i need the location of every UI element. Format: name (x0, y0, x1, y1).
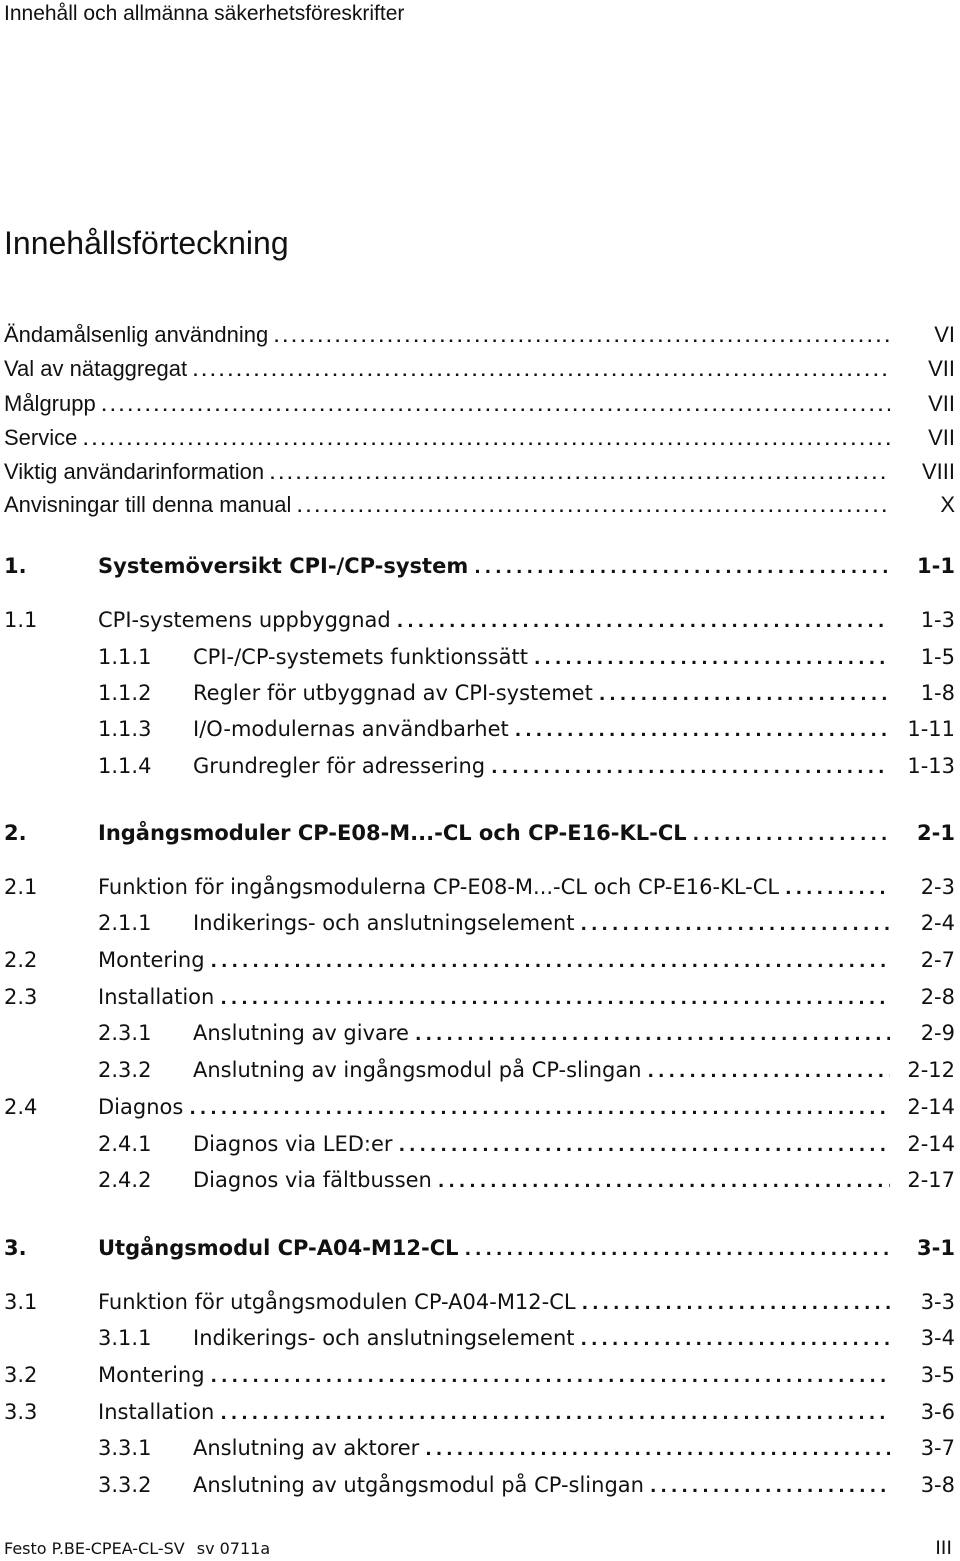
toc-entry-page: 3-3 (920, 1290, 955, 1314)
toc-front-matter-item[interactable] (0, 352, 960, 386)
footer-doc-id: Festo P.BE-CPEA-CL-SV (4, 1539, 185, 1558)
toc-front-matter-item[interactable] (0, 488, 960, 522)
toc-entry-label: Installation (98, 985, 215, 1009)
dot-leader (432, 1165, 890, 1199)
toc-subsection-entry[interactable] (0, 1053, 960, 1087)
dot-leader (214, 982, 890, 1016)
toc-entry-label: Diagnos (98, 1095, 184, 1119)
toc-entry-page: 3-5 (920, 1363, 955, 1387)
toc-entry-label: Funktion för utgångsmodulen CP-A04-M12-CL (98, 1290, 576, 1314)
toc-entry-number: 2.4.1 (98, 1132, 152, 1156)
dot-leader (264, 457, 890, 491)
dot-leader (291, 490, 890, 524)
toc-entry-page: 3-1 (917, 1236, 955, 1260)
toc-chapter-heading[interactable] (0, 1231, 960, 1265)
toc-entry-label: Installation (98, 1400, 215, 1424)
dot-leader (205, 945, 890, 979)
dot-leader (687, 818, 890, 852)
toc-entry-page: 2-8 (920, 985, 955, 1009)
toc-section-entry[interactable] (0, 1090, 960, 1124)
toc-entry-page: VII (928, 391, 955, 416)
toc-entry-number: 3.3.1 (98, 1436, 152, 1460)
dot-leader (642, 1055, 890, 1089)
toc-entry-page: VII (928, 425, 955, 450)
toc-entry-page: 2-3 (920, 875, 955, 899)
toc-entry-page: 2-4 (920, 911, 955, 935)
toc-entry-label: Indikerings- och anslutningselement (193, 911, 575, 935)
toc-front-matter-item[interactable] (0, 455, 960, 489)
toc-entry-label: Anslutning av ingångsmodul på CP-slingan (193, 1058, 642, 1082)
toc-entry-page: 3-4 (920, 1326, 955, 1350)
dot-leader (393, 1129, 890, 1163)
toc-entry-page: 3-6 (920, 1400, 955, 1424)
toc-entry-label: I/O-modulernas användbarhet (193, 717, 509, 741)
dot-leader (419, 1433, 890, 1467)
toc-front-matter-item[interactable] (0, 421, 960, 455)
toc-entry-page: 2-14 (907, 1095, 955, 1119)
toc-entry-page: VI (934, 322, 955, 347)
toc-entry-label: Anslutning av utgångsmodul på CP-slingan (193, 1473, 644, 1497)
toc-entry-page: 1-1 (917, 554, 955, 578)
toc-entry-label: Diagnos via LED:er (193, 1132, 393, 1156)
toc-chapter-heading[interactable] (0, 816, 960, 850)
toc-subsection-entry[interactable] (0, 640, 960, 674)
toc-subsection-entry[interactable] (0, 906, 960, 940)
toc-entry-number: 2.2 (4, 948, 38, 972)
toc-entry-number: 2.4 (4, 1095, 38, 1119)
toc-entry-label: Ändamålsenlig användning (4, 322, 269, 347)
toc-entry-number: 2.1.1 (98, 911, 152, 935)
toc-entry-label: Regler för utbyggnad av CPI-systemet (193, 681, 593, 705)
toc-entry-page: 1-13 (907, 754, 955, 778)
toc-entry-number: 2.3.1 (98, 1021, 152, 1045)
toc-entry-number: 2.3.2 (98, 1058, 152, 1082)
toc-entry-label: Ingångsmoduler CP-E08-M...-CL och CP-E16-KL-CL (98, 821, 687, 845)
toc-entry-number: 3.3.2 (98, 1473, 152, 1497)
toc-entry-page: 2-7 (920, 948, 955, 972)
dot-leader (391, 605, 890, 639)
toc-entry-number: 3.3 (4, 1400, 38, 1424)
toc-section-entry[interactable] (0, 870, 960, 904)
toc-entry-number: 2. (4, 821, 27, 845)
toc-entry-label: Utgångsmodul CP-A04-M12-CL (98, 1236, 459, 1260)
toc-entry-label: Service (4, 425, 78, 450)
toc-chapter-heading[interactable] (0, 549, 960, 583)
toc-entry-number: 3.1.1 (98, 1326, 152, 1350)
toc-entry-page: 3-7 (920, 1436, 955, 1460)
toc-entry-number: 3. (4, 1236, 27, 1260)
dot-leader (528, 642, 890, 676)
toc-entry-number: 2.1 (4, 875, 38, 899)
dot-leader (593, 678, 890, 712)
toc-title: Innehållsförteckning (4, 225, 289, 261)
toc-entry-number: 1.1.1 (98, 645, 152, 669)
toc-entry-label: Målgrupp (4, 391, 96, 416)
toc-entry-page: 2-1 (917, 821, 955, 845)
dot-leader (576, 1287, 890, 1321)
toc-entry-label: Diagnos via fältbussen (193, 1168, 432, 1192)
dot-leader (459, 1233, 890, 1267)
toc-entry-number: 3.1 (4, 1290, 38, 1314)
footer-page-number: III (935, 1537, 952, 1559)
dot-leader (644, 1470, 890, 1504)
toc-section-entry[interactable] (0, 980, 960, 1014)
dot-leader (214, 1397, 890, 1431)
toc-section-entry[interactable] (0, 1358, 960, 1392)
toc-front-matter-item[interactable] (0, 318, 960, 352)
toc-entry-label: Anslutning av givare (193, 1021, 409, 1045)
footer-left (4, 1538, 270, 1560)
toc-entry-label: Systemöversikt CPI-/CP-system (98, 554, 469, 578)
dot-leader (205, 1360, 890, 1394)
toc-subsection-entry[interactable] (0, 1163, 960, 1197)
toc-entry-page: X (940, 492, 955, 517)
toc-entry-page: 2-9 (920, 1021, 955, 1045)
toc-entry-label: CPI-/CP-systemets funktionssätt (193, 645, 528, 669)
toc-entry-label: Montering (98, 948, 205, 972)
dot-leader (77, 423, 890, 457)
toc-subsection-entry[interactable] (0, 676, 960, 710)
dot-leader (183, 1092, 890, 1126)
toc-entry-label: Anvisningar till denna manual (4, 492, 292, 517)
toc-entry-number: 2.3 (4, 985, 38, 1009)
toc-entry-label: Anslutning av aktorer (193, 1436, 420, 1460)
toc-entry-number: 1.1 (4, 608, 38, 632)
dot-leader (485, 751, 890, 785)
toc-subsection-entry[interactable] (0, 1468, 960, 1502)
toc-subsection-entry[interactable] (0, 1321, 960, 1355)
running-head: Innehåll och allmänna säkerhetsföreskrifter (4, 2, 405, 25)
toc-entry-label: Viktig användarinformation (4, 459, 265, 484)
toc-entry-number: 1. (4, 554, 27, 578)
toc-entry-number: 2.4.2 (98, 1168, 152, 1192)
toc-front-matter-item[interactable] (0, 387, 960, 421)
toc-entry-label: Montering (98, 1363, 205, 1387)
toc-section-entry[interactable] (0, 1395, 960, 1429)
dot-leader (575, 1323, 891, 1357)
toc-entry-number: 3.2 (4, 1363, 38, 1387)
toc-subsection-entry[interactable] (0, 1127, 960, 1161)
toc-entry-number: 1.1.4 (98, 754, 152, 778)
toc-entry-page: 2-14 (907, 1132, 955, 1156)
footer-version: sv 0711a (196, 1539, 271, 1558)
toc-entry-page: 1-8 (920, 681, 955, 705)
toc-subsection-entry[interactable] (0, 1016, 960, 1050)
toc-subsection-entry[interactable] (0, 1431, 960, 1465)
toc-entry-page: 2-12 (907, 1058, 955, 1082)
toc-entry-page: 3-8 (920, 1473, 955, 1497)
dot-leader (187, 354, 890, 388)
toc-entry-page: 2-17 (907, 1168, 955, 1192)
toc-entry-label: Grundregler för adressering (193, 754, 486, 778)
toc-section-entry[interactable] (0, 1285, 960, 1319)
dot-leader (96, 389, 890, 423)
toc-entry-label: CPI-systemens uppbyggnad (98, 608, 391, 632)
toc-subsection-entry[interactable] (0, 712, 960, 746)
toc-subsection-entry[interactable] (0, 749, 960, 783)
dot-leader (575, 908, 891, 942)
dot-leader (268, 320, 890, 354)
toc-entry-page: 1-3 (920, 608, 955, 632)
toc-entry-label: Indikerings- och anslutningselement (193, 1326, 575, 1350)
dot-leader (409, 1018, 890, 1052)
toc-entry-page: VIII (921, 459, 955, 484)
toc-entry-page: 1-5 (920, 645, 955, 669)
toc-entry-number: 1.1.2 (98, 681, 152, 705)
toc-section-entry[interactable] (0, 603, 960, 637)
toc-entry-number: 1.1.3 (98, 717, 152, 741)
toc-entry-label: Val av nätaggregat (4, 356, 188, 381)
dot-leader (509, 714, 890, 748)
toc-section-entry[interactable] (0, 943, 960, 977)
toc-entry-label: Funktion för ingångsmodulerna CP-E08-M...-CL och CP-E16-KL-CL (98, 875, 780, 899)
dot-leader (468, 551, 890, 585)
toc-entry-page: VII (928, 356, 955, 381)
toc-entry-page: 1-11 (907, 717, 955, 741)
dot-leader (779, 872, 890, 906)
